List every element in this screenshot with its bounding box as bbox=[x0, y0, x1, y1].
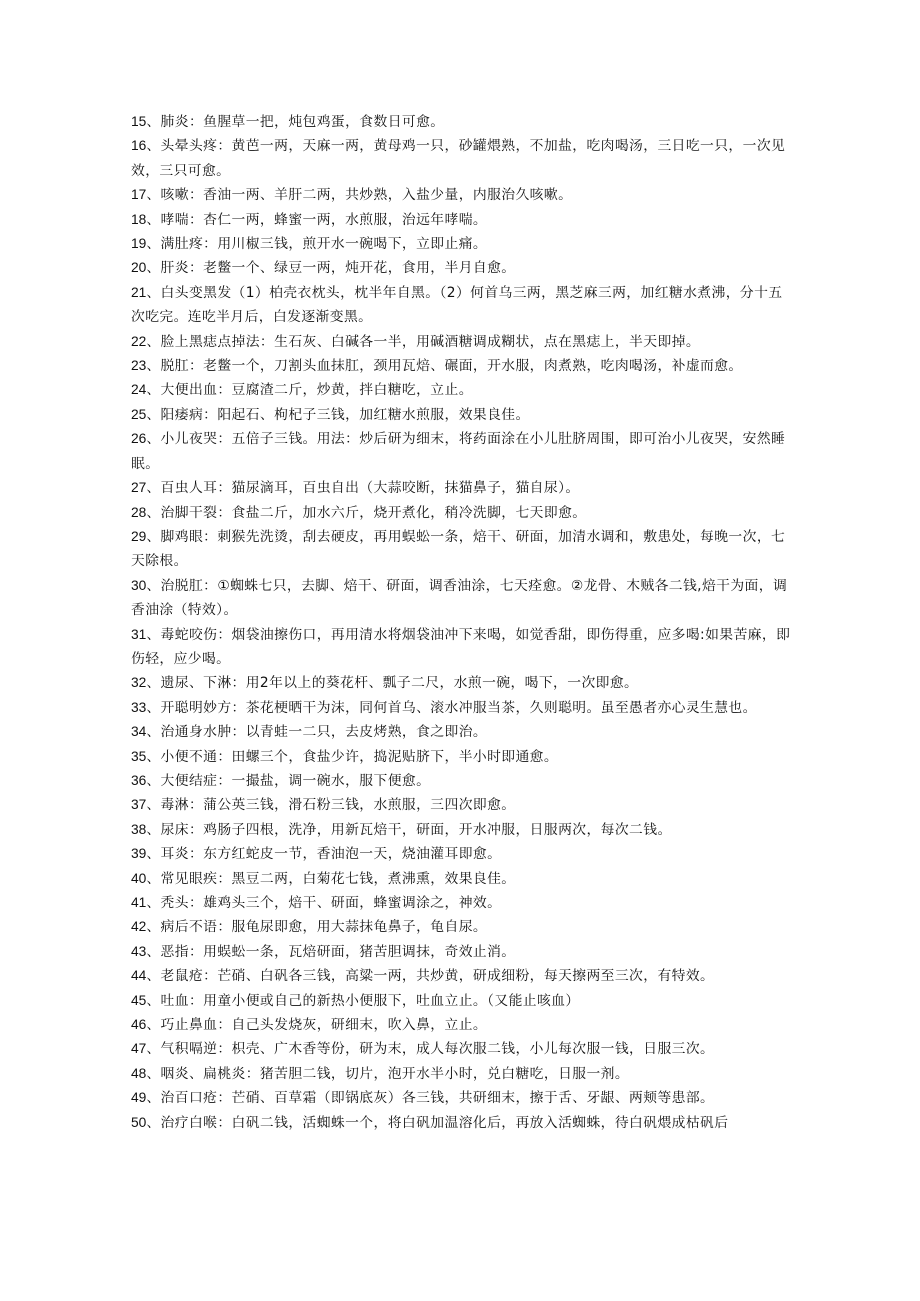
remedy-entry bbox=[131, 427, 796, 476]
remedy-entry bbox=[131, 232, 796, 256]
remedy-entry bbox=[131, 891, 796, 915]
entry-text: 、气积嗝逆：枳壳、广木香等份，研为末，成人每次服二钱，小儿每次服一钱，日服三次。 bbox=[146, 1041, 715, 1058]
remedy-entry bbox=[131, 378, 796, 402]
entry-text: 、脸上黑痣点掉法：生石灰、白碱各一半，用碱酒糖调成糊状，点在黑痣上，半天即掉。 bbox=[146, 333, 701, 350]
entry-number: 36 bbox=[131, 772, 147, 788]
entry-text: 、老鼠疮：芒硝、白矾各三钱，高粱一两，共炒黄，研成细粉，每天擦两至三次，有特效。 bbox=[146, 968, 715, 985]
remedy-entry bbox=[131, 842, 796, 866]
entry-number: 47 bbox=[131, 1041, 147, 1057]
entry-number: 44 bbox=[131, 968, 147, 984]
entry-text: 、阳痿病：阳起石、枸杞子三钱，加红糖水煎服，效果良佳。 bbox=[146, 406, 530, 423]
entry-text: 、脚鸡眼：刺猴先洗烫，刮去硬皮，再用蜈蚣一条，焙干、研面，加清水调和，敷患处，每晚一次，七天除根。 bbox=[131, 528, 786, 570]
entry-text: 、大便出血：豆腐渣二斤，炒黄，拌白糖吃，立止。 bbox=[146, 382, 473, 399]
entry-number: 30 bbox=[131, 577, 147, 593]
entry-text: 、小便不通：田螺三个，食盐少许，捣泥贴脐下，半小时即通愈。 bbox=[146, 748, 559, 765]
entry-text: 、巧止鼻血：自己头发烧灰，研细末，吹入鼻，立止。 bbox=[146, 1017, 488, 1034]
entry-number: 16 bbox=[131, 138, 147, 154]
entry-number: 21 bbox=[131, 284, 147, 300]
entry-text: 、百虫人耳：猫尿滴耳，百虫自出（大蒜咬断，抹猫鼻子，猫自尿）。 bbox=[146, 480, 580, 497]
entry-text: 、治脱肛：①蜘蛛七只，去脚、焙干、研面，调香油涂，七天痊愈。②龙骨、木贼各二钱,焙干为面，调香油涂（特效）。 bbox=[131, 577, 788, 619]
entry-number: 25 bbox=[131, 406, 147, 422]
remedy-entry bbox=[131, 818, 796, 842]
entry-text: 、遗尿、下淋：用2年以上的葵花杆、瓢子二尺，水煎一碗，喝下，一次即愈。 bbox=[146, 675, 639, 692]
entry-text: 、秃头：雄鸡头三个，焙干、研面，蜂蜜调涂之，神效。 bbox=[146, 895, 502, 911]
remedy-entry bbox=[131, 793, 796, 817]
entry-number: 43 bbox=[131, 943, 147, 959]
remedy-entry bbox=[131, 720, 796, 744]
remedy-entry bbox=[131, 183, 796, 207]
entry-text: 、白头变黑发（1）柏壳衣枕头，枕半年自黑。（2）何首乌三两，黑芝麻三两，加红糖水煮沸，分十五次吃完。连吃半月后，白发逐渐变黑。 bbox=[131, 284, 783, 326]
remedy-entry bbox=[131, 915, 796, 939]
entry-number: 15 bbox=[131, 114, 147, 129]
entry-number: 37 bbox=[131, 797, 147, 813]
entry-number: 24 bbox=[131, 382, 147, 398]
remedy-entry bbox=[131, 476, 796, 500]
entry-number: 33 bbox=[131, 699, 147, 715]
remedy-entry bbox=[131, 940, 796, 964]
entry-number: 39 bbox=[131, 846, 147, 862]
remedy-entry bbox=[131, 769, 796, 793]
entry-number: 20 bbox=[131, 260, 147, 276]
entry-number: 27 bbox=[131, 480, 147, 496]
remedy-entry bbox=[131, 574, 796, 623]
remedy-entry bbox=[131, 354, 796, 378]
entry-number: 29 bbox=[131, 528, 147, 544]
remedy-entry bbox=[131, 256, 796, 280]
entry-text: 、头晕头疼：黄芭一两，天麻一两，黄母鸡一只，砂罐煨熟，不加盐，吃肉喝汤，三日吃一只，一次见效，三只可愈。 bbox=[131, 138, 786, 179]
entry-text: 、治疗白喉：白矾二钱，活蜘蛛一个，将白矾加温溶化后，再放入活蜘蛛，待白矾煨成枯矾后 bbox=[146, 1114, 729, 1131]
entry-text: 、肺炎：鱼腥草一把，炖包鸡蛋，食数日可愈。 bbox=[146, 114, 445, 130]
entry-number: 18 bbox=[131, 211, 147, 227]
remedy-entry bbox=[131, 696, 796, 720]
remedy-entry bbox=[131, 525, 796, 574]
entry-number: 32 bbox=[131, 675, 147, 691]
entry-number: 41 bbox=[131, 895, 147, 910]
entry-text: 、肝炎：老鳖一个、绿豆一两，炖开花，食用，半月自愈。 bbox=[146, 260, 516, 277]
remedy-entry bbox=[131, 964, 796, 988]
entry-number: 35 bbox=[131, 748, 147, 764]
entry-number: 28 bbox=[131, 504, 147, 520]
remedy-entry bbox=[131, 208, 796, 232]
remedy-entry bbox=[131, 671, 796, 695]
entry-text: 、尿床：鸡肠子四根，洗净，用新瓦焙干，研面，开水冲服，日服两次，每次二钱。 bbox=[146, 821, 672, 838]
entry-number: 34 bbox=[131, 724, 147, 740]
remedy-entry bbox=[131, 745, 796, 769]
entry-text: 、耳炎：东方红蛇皮一节，香油泡一天，烧油灌耳即愈。 bbox=[146, 846, 502, 863]
entry-text: 、小儿夜哭：五倍子三钱。用法：炒后研为细末，将药面涂在小儿肚脐周围，即可治小儿夜哭，安然睡眠。 bbox=[131, 431, 786, 472]
entry-text: 、大便结症：一撮盐，调一碗水，服下便愈。 bbox=[146, 772, 431, 789]
entry-number: 40 bbox=[131, 870, 147, 886]
remedy-entry bbox=[131, 623, 796, 672]
entry-number: 48 bbox=[131, 1065, 147, 1081]
entry-text: 、毒蛇咬伤：烟袋油擦伤口，再用清水将烟袋油冲下来喝，如觉香甜，即伤得重，应多喝:如果苦麻，即伤轻，应少喝。 bbox=[131, 626, 791, 667]
remedy-entry bbox=[131, 989, 796, 1013]
entry-number: 46 bbox=[131, 1017, 147, 1033]
entry-text: 、常见眼疾：黑豆二两，白菊花七钱，煮沸熏，效果良佳。 bbox=[146, 870, 516, 887]
remedy-entry bbox=[131, 1062, 796, 1086]
remedy-entry bbox=[131, 110, 796, 134]
remedy-entry bbox=[131, 1086, 796, 1110]
entry-text: 、脱肛：老鳖一个，刀割头血抹肛，颈用瓦焙、碾面，开水服，肉煮熟，吃肉喝汤，补虚而愈。 bbox=[146, 358, 743, 375]
remedy-entry bbox=[131, 330, 796, 354]
entry-number: 23 bbox=[131, 358, 147, 374]
remedy-entry bbox=[131, 134, 796, 183]
entry-text: 、咳嗽：香油一两、羊肝二两，共炒熟，入盐少量，内服治久咳嗽。 bbox=[146, 187, 573, 204]
entry-text: 、病后不语：服龟尿即愈，用大蒜抹龟鼻子，龟自尿。 bbox=[146, 919, 488, 936]
entry-text: 、咽炎、扁桃炎：猪苦胆二钱，切片，泡开水半小时，兑白糖吃，日服一剂。 bbox=[146, 1065, 630, 1082]
entry-text: 、开聪明妙方：茶花梗晒干为沫，同何首乌、滚水冲服当茶，久则聪明。虽至愚者亦心灵生慧也。 bbox=[146, 699, 757, 716]
entry-text: 、吐血：用童小便或自己的新热小便服下，吐血立止。（又能止咳血） bbox=[146, 992, 580, 1009]
remedy-list bbox=[131, 110, 796, 1135]
remedy-entry bbox=[131, 867, 796, 891]
entry-text: 、哮喘：杏仁一两，蜂蜜一两，水煎服，治远年哮喘。 bbox=[146, 211, 488, 228]
remedy-entry bbox=[131, 1013, 796, 1037]
entry-number: 17 bbox=[131, 187, 147, 203]
entry-number: 42 bbox=[131, 919, 147, 935]
entry-number: 22 bbox=[131, 333, 147, 349]
remedy-entry bbox=[131, 403, 796, 427]
entry-number: 38 bbox=[131, 821, 147, 837]
entry-number: 49 bbox=[131, 1090, 147, 1106]
entry-number: 19 bbox=[131, 236, 147, 252]
entry-text: 、恶指：用蜈蚣一条，瓦焙研面，猪苦胆调抹，奇效止消。 bbox=[146, 943, 516, 960]
remedy-entry bbox=[131, 501, 796, 525]
entry-text: 、治通身水肿：以青蛙一二只，去皮烤熟，食之即治。 bbox=[146, 724, 488, 741]
entry-text: 、满肚疼：用川椒三钱，煎开水一碗喝下，立即止痛。 bbox=[146, 236, 488, 253]
remedy-entry bbox=[131, 281, 796, 330]
entry-text: 、治百口疮：芒硝、百草霜（即锅底灰）各三钱，共研细末，擦于舌、牙龈、两颊等患部。 bbox=[146, 1090, 715, 1107]
remedy-entry bbox=[131, 1037, 796, 1061]
entry-number: 31 bbox=[131, 626, 147, 642]
remedy-entry bbox=[131, 1111, 796, 1135]
entry-number: 50 bbox=[131, 1114, 147, 1130]
entry-number: 26 bbox=[131, 431, 147, 447]
entry-number: 45 bbox=[131, 992, 147, 1008]
document-page bbox=[131, 110, 796, 1135]
entry-text: 、治脚干裂：食盐二斤，加水六斤，烧开煮化，稍冷洗脚，七天即愈。 bbox=[146, 504, 587, 521]
entry-text: 、毒淋：蒲公英三钱，滑石粉三钱，水煎服，三四次即愈。 bbox=[146, 797, 516, 814]
